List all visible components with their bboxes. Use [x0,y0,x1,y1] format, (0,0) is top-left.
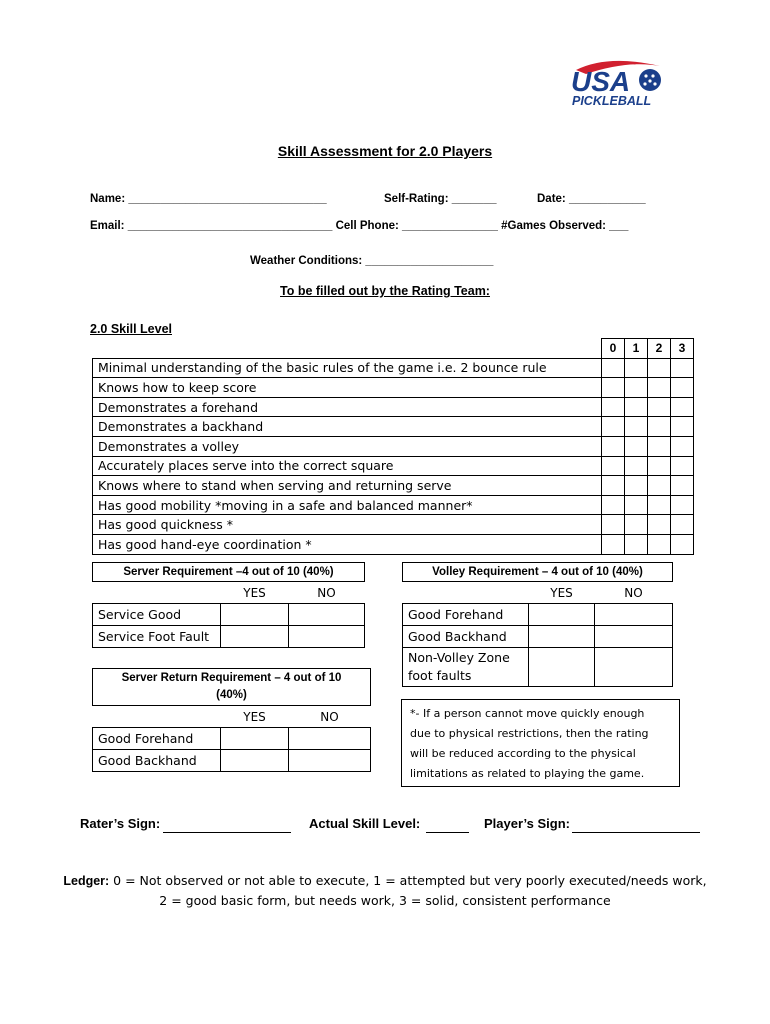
score-cell[interactable] [671,534,694,554]
volley-requirement-title: Volley Requirement – 4 out of 10 (40%) [403,563,673,582]
no-cell[interactable] [289,626,365,648]
score-cell[interactable] [625,534,648,554]
yes-cell[interactable] [221,604,289,626]
no-cell[interactable] [595,626,673,648]
score-cell[interactable] [648,456,671,476]
yes-header: YES [550,585,573,600]
ledger [0,871,770,911]
date-field[interactable]: Date: ____________ [537,193,646,205]
no-cell[interactable] [595,648,673,687]
score-cell[interactable] [648,534,671,554]
score-cell[interactable] [602,436,625,456]
row-label-line1: Non-Volley Zone [408,650,510,665]
yes-cell[interactable] [221,750,289,772]
skill-row [93,456,694,476]
table-row [403,648,673,687]
volley-requirement-table [402,562,673,687]
skill-label: Demonstrates a volley [93,436,602,456]
score-cell[interactable] [602,534,625,554]
rater-sign-line[interactable] [163,831,291,833]
physical-restriction-note [401,699,680,787]
server-requirement-table [92,562,365,648]
score-cell[interactable] [671,495,694,515]
logo-pickleball: PICKLEBALL [572,94,652,108]
score-cell[interactable] [602,515,625,535]
page-title: Skill Assessment for 2.0 Players [277,143,493,159]
skill-label: Demonstrates a forehand [93,397,602,417]
table-row [93,728,371,750]
yes-cell[interactable] [529,604,595,626]
score-cell[interactable] [648,397,671,417]
server-return-requirement-table [92,668,371,772]
score-cell[interactable] [648,436,671,456]
no-header: NO [317,585,336,600]
server-return-title [93,669,371,706]
server-return-title-line1: Server Return Requirement – 4 out of 10 [121,672,342,684]
no-header: NO [320,709,339,724]
yes-cell[interactable] [221,626,289,648]
score-cell[interactable] [648,378,671,398]
actual-skill-level-line[interactable] [426,831,469,833]
score-cell[interactable] [671,456,694,476]
player-sign-label: Player’s Sign: [484,816,570,831]
score-cell[interactable] [648,358,671,378]
score-cell[interactable] [648,495,671,515]
skill-label: Has good hand-eye coordination * [93,534,602,554]
name-field[interactable]: Name: _______________________________ [90,193,327,205]
skill-label: Has good mobility *moving in a safe and balanced manner* [93,495,602,515]
score-cell[interactable] [602,476,625,496]
row-label: Service Good [93,604,221,626]
score-cell[interactable] [602,456,625,476]
score-cell[interactable] [648,417,671,437]
skill-label: Knows how to keep score [93,378,602,398]
logo-usa: USA [571,66,631,97]
skill-row [93,358,694,378]
no-header: NO [624,585,643,600]
note-line: will be reduced according to the physical [410,747,636,760]
skill-level-heading: 2.0 Skill Level [90,322,172,336]
weather-field[interactable]: Weather Conditions: ____________________ [250,255,494,267]
score-header: 3 [671,339,694,359]
yes-cell[interactable] [529,626,595,648]
table-row [403,626,673,648]
row-label: Good Backhand [93,750,221,772]
row-label: Good Backhand [403,626,529,648]
score-cell[interactable] [625,417,648,437]
score-cell[interactable] [602,378,625,398]
score-cell[interactable] [671,378,694,398]
skill-row [93,397,694,417]
score-cell[interactable] [602,358,625,378]
score-cell[interactable] [625,515,648,535]
skill-label: Knows where to stand when serving and returning serve [93,476,602,496]
skill-row [93,515,694,535]
score-cell[interactable] [671,436,694,456]
no-cell[interactable] [289,750,371,772]
note-line: limitations as related to playing the game. [410,767,645,780]
server-return-title-line2: (40%) [216,689,247,701]
score-cell[interactable] [625,495,648,515]
skill-table [92,338,694,555]
skill-row [93,476,694,496]
note-line: due to physical restrictions, then the rating [410,727,649,740]
actual-skill-level-label: Actual Skill Level: [309,816,421,831]
row-label [403,648,529,687]
score-cell[interactable] [625,436,648,456]
skill-row [93,436,694,456]
row-label-line2: foot faults [408,668,472,683]
skill-row [93,378,694,398]
skill-row [93,495,694,515]
score-cell[interactable] [671,397,694,417]
rater-sign-label: Rater’s Sign: [80,816,161,831]
note-line: *- If a person cannot move quickly enough [410,707,645,720]
score-header: 1 [625,339,648,359]
score-header: 0 [602,339,625,359]
skill-label: Has good quickness * [93,515,602,535]
usa-pickleball-logo [568,58,668,110]
score-cell[interactable] [671,358,694,378]
skill-label: Demonstrates a backhand [93,417,602,437]
score-cell[interactable] [625,456,648,476]
score-cell[interactable] [648,476,671,496]
skill-row [93,417,694,437]
row-label: Good Forehand [403,604,529,626]
self-rating-field[interactable]: Self-Rating: _______ [384,193,497,205]
score-cell[interactable] [648,515,671,535]
score-cell[interactable] [625,378,648,398]
yes-cell[interactable] [529,648,595,687]
score-header: 2 [648,339,671,359]
row-label: Good Forehand [93,728,221,750]
yes-header: YES [243,709,266,724]
score-cell[interactable] [671,417,694,437]
no-cell[interactable] [289,604,365,626]
table-row [93,750,371,772]
score-cell[interactable] [625,397,648,417]
yes-cell[interactable] [221,728,289,750]
row-label: Service Foot Fault [93,626,221,648]
player-sign-line[interactable] [572,831,700,833]
ledger-line2: 2 = good basic form, but needs work, 3 = solid, consistent performance [159,893,611,908]
no-cell[interactable] [595,604,673,626]
table-row [93,604,365,626]
ledger-line1: 0 = Not observed or not able to execute, 1 = attempted but very poorly executed/needs work, [109,873,707,888]
skill-label: Accurately places serve into the correct square [93,456,602,476]
score-cell[interactable] [671,515,694,535]
no-cell[interactable] [289,728,371,750]
ledger-label: Ledger: [63,874,110,888]
score-cell[interactable] [671,476,694,496]
score-cell[interactable] [602,397,625,417]
skill-row [93,534,694,554]
score-cell[interactable] [625,476,648,496]
logo-graphic [568,58,668,110]
skill-label: Minimal understanding of the basic rules of the game i.e. 2 bounce rule [93,358,602,378]
score-cell[interactable] [602,417,625,437]
server-requirement-title: Server Requirement –4 out of 10 (40%) [93,563,365,582]
rating-team-heading: To be filled out by the Rating Team: [280,284,490,298]
score-cell[interactable] [625,358,648,378]
score-cell[interactable] [602,495,625,515]
email-phone-games-field[interactable]: Email: ________________________________ Cell Phone: _______________ #Games Observed: ___ [90,220,629,232]
table-row [93,626,365,648]
table-row [403,604,673,626]
yes-header: YES [243,585,266,600]
